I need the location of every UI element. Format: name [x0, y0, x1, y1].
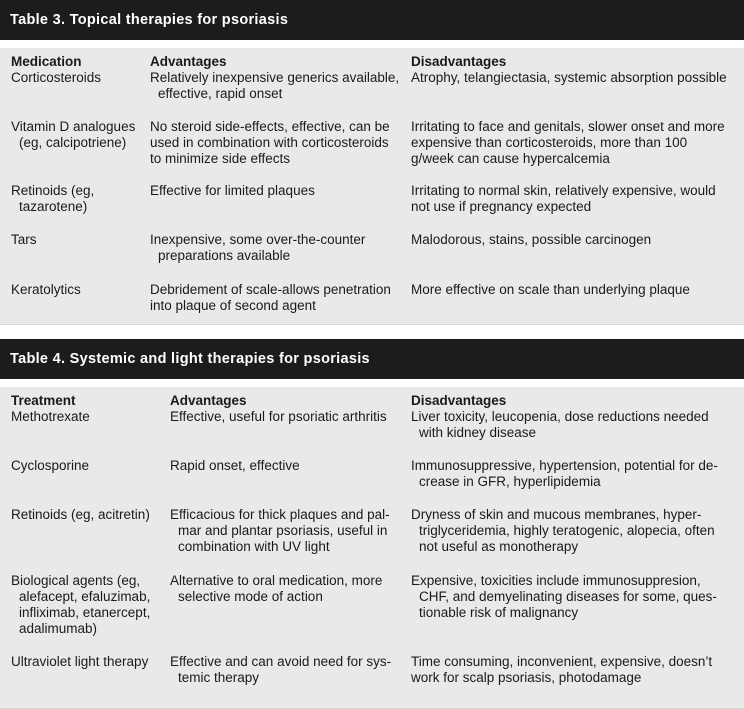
table-3-row-2-advantages: No steroid side-effects, effective, can be used in combination with corticosteroids to minimize side effects: [150, 119, 390, 166]
table-3-header-medication: Medication: [11, 54, 82, 69]
table-3-row-4-medication: Tars: [11, 232, 37, 247]
table-3-row-4-disadvantages: Malodorous, stains, possible carcinogen: [411, 232, 652, 247]
table-4-row-4-disadvantages: Expensive, toxicities include immunosuppresion, CHF, and demyelinating diseases for some, ques- tionable risk of malignancy: [411, 573, 717, 620]
table-3-row-4-advantages: Inexpensive, some over-the-counter preparations available: [150, 232, 366, 263]
table-3-row-5-advantages: Debridement of scale-allows penetration into plaque of second agent: [150, 282, 391, 313]
table-4-header-advantages: Advantages: [170, 393, 247, 408]
table-3-row-5-medication: Keratolytics: [11, 282, 81, 297]
table-3-title: Table 3. Topical therapies for psoriasis: [0, 0, 744, 40]
table-3-row-5-disadvantages: More effective on scale than underlying plaque: [411, 282, 690, 297]
table-4-header-disadvantages: Disadvantages: [411, 393, 507, 408]
table-4-row-3-disadvantages: Dryness of skin and mucous membranes, hyper- triglyceridemia, highly teratogenic, alopecia, often not useful as monotherapy: [411, 507, 715, 554]
table-4-title: Table 4. Systemic and light therapies for psoriasis: [0, 339, 744, 379]
table-3-row-1-advantages: Relatively inexpensive generics available, effective, rapid onset: [150, 70, 400, 101]
table-3-row-3-medication: Retinoids (eg, tazarotene): [11, 183, 95, 214]
table-4-row-5-treatment: Ultraviolet light therapy: [11, 654, 149, 669]
table-3-row-1-disadvantages: Atrophy, telangiectasia, systemic absorption possible: [411, 70, 727, 85]
table-4-header-treatment: Treatment: [11, 393, 76, 408]
table-3-header-advantages: Advantages: [150, 54, 227, 69]
table-4-row-1-treatment: Methotrexate: [11, 409, 90, 424]
table-4-row-5-disadvantages: Time consuming, inconvenient, expensive, doesn’t work for scalp psoriasis, photodamage: [411, 654, 713, 685]
table-4: [0, 339, 744, 709]
table-4-row-4-treatment: Biological agents (eg, alefacept, efaluzimab, infliximab, etanercept, adalimumab): [11, 573, 151, 636]
table-3-row-3-disadvantages: Irritating to normal skin, relatively expensive, would not use if pregnancy expected: [411, 183, 716, 214]
table-3-row-1-medication: Corticosteroids: [11, 70, 102, 85]
table-3-header-disadvantages: Disadvantages: [411, 54, 507, 69]
table-4-row-4-advantages: Alternative to oral medication, more selective mode of action: [170, 573, 383, 604]
table-4-row-3-advantages: Efficacious for thick plaques and pal- mar and plantar psoriasis, useful in combination with UV light: [170, 507, 390, 554]
table-3-body: [0, 48, 744, 325]
table-4-row-2-advantages: Rapid onset, effective: [170, 458, 300, 473]
table-3-row-2-medication: Vitamin D analogues (eg, calcipotriene): [11, 119, 136, 150]
table-3-row-3-advantages: Effective for limited plaques: [150, 183, 315, 198]
table-4-row-5-advantages: Effective and can avoid need for sys- temic therapy: [170, 654, 392, 685]
table-4-body: [0, 387, 744, 709]
table-4-row-2-treatment: Cyclosporine: [11, 458, 90, 473]
table-4-row-3-treatment: Retinoids (eg, acitretin): [11, 507, 150, 522]
table-4-row-1-advantages: Effective, useful for psoriatic arthritis: [170, 409, 387, 424]
table-4-row-2-disadvantages: Immunosuppressive, hypertension, potential for de- crease in GFR, hyperlipidemia: [411, 458, 718, 489]
table-4-row-1-disadvantages: Liver toxicity, leucopenia, dose reductions needed with kidney disease: [411, 409, 709, 440]
table-3-row-2-disadvantages: Irritating to face and genitals, slower onset and more expensive than corticosteroids, more than 100 g/week can cause hypercalcemia: [411, 119, 725, 166]
table-3: [0, 0, 744, 325]
